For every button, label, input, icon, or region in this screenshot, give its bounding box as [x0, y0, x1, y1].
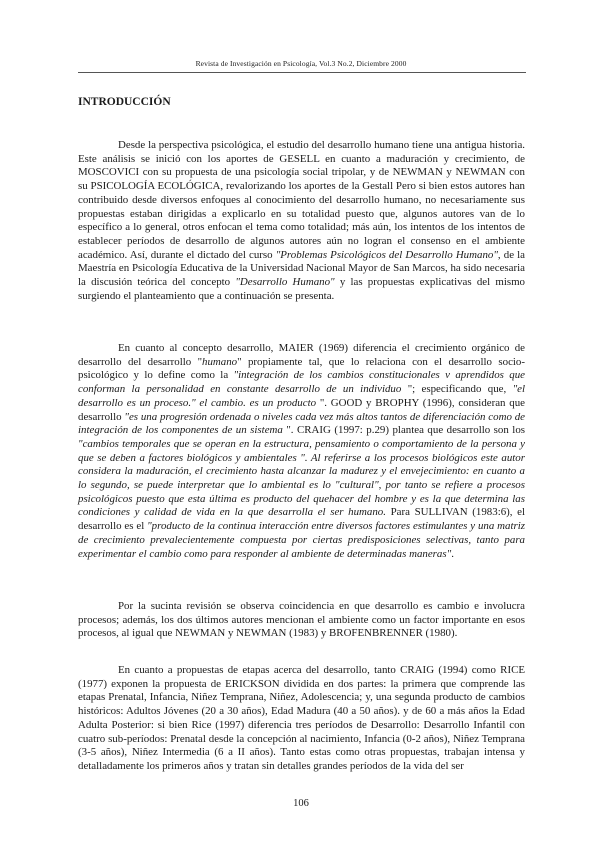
- p2-italic-2: "integración de los cambios constitucionales v aprendidos que conforman la personalidad en constante desarrollo de un individuo: [78, 369, 525, 396]
- p2-italic-6: "producto de la continua interacción entre diversos factores estimulantes y una matriz de crecimiento prevalecientemente compuesta por ciertas predisposiciones selectivas, tanto para experimentar el cambio como para responder al ambiente de determinadas maneras": [78, 520, 526, 560]
- paragraph-4: En cuanto a propuestas de etapas acerca del desarrollo, tanto CRAIG (1994) como RICE (1977) exponen la propuesta de ERICKSON dividida en dos partes: la primera que comprende las etapas Prenatal, Infancia, Niñez Temprana, Niñez, Adolescencia; y, una segunda producto de cambios históricos: Adultos Jóvenes (20 a 30 años), Edad Madura (40 a 50 años). y de 60 a más años la Edad Adulta Posterior: si bien Rice (1997) diferencia tres períodos de Desarrollo: Desarrollo Infantil con cuatro sub-períodos: Prenatal desde la concepción al nacimiento, Infancia (0-2 años), Niñez Temprana (3-5 años), Niñez Intermedia (6 a II años). Tanto estas como otras propuestas, trabajan intensa y detalladamente los primeros años y tratan sin detalles grandes períodos de la vida del ser: [78, 664, 525, 772]
- p2-text-3: "; especificando que,: [401, 383, 513, 396]
- section-title: INTRODUCCIÓN: [78, 96, 171, 108]
- p2-text-7: .: [451, 547, 454, 560]
- p2-italic-3: "el desarrollo es un proceso." el cambio. es un producto: [78, 383, 525, 409]
- p1-text-2: , de la Maestría en Psicología Educativa de la Universidad Nacional Mayor de San Marcos, ha sido necesaria la discusión teórica del concepto: [78, 248, 525, 289]
- p2-text-6: Para SULLIVAN (1983:6), el desarrollo es el: [78, 506, 526, 533]
- p1-text-1: Desde la perspectiva psicológica, el estudio del desarrollo humano tiene una antigua historia. Este análisis se inició con los aportes de GESELL en cuanto a maduración y crecimiento, de MOSCOVICI con su propuesta de una psicología social tripolar, y de NEWMAN y NEWMAN con su PSICOLOGÍA ECOLÓGICA, revalorizando los aportes de la Gestall Pero si bien estos autores han contribuido desde diversos enfoques al conocimiento del desarrollo humano, no necesariamente sus propuestas estaban dirigidas a explicarlo en su totalidad puesto que, algunos autores van de lo específico a lo general, otros enfocan el tema como totalidad; más aún, los intentos de los intentos de establecer períodos de desarrollo de algunos autores aún no logran el consenso en el ambiente académico. Así, durante el dictado del curso: [78, 139, 525, 261]
- p2-italic-1: humano: [202, 355, 238, 368]
- p1-italic-2: "Desarrollo Humano": [235, 276, 335, 289]
- paragraph-1: [78, 139, 525, 303]
- p1-text-3: y las propuestas explicativas del mismo surgiendo el planteamiento que a continuación se presenta.: [78, 276, 525, 302]
- p2-italic-5: "cambios temporales que se operan en la estructura, pensamiento o comportamiento de la persona y que se deben a factores biológicos y ambientales ". Al referirse a los procesos biológicos este autor considera la maduración, el crecimiento hasta alcanzar la madurez y el envejecimiento: en cuanto a lo segundo, se puede interpretar que lo ambiental es lo "cultural", por tanto se refiere a procesos psicológicos puesto que esta última es producto del quehacer del hombre y es la que determina las condiciones y calidad de vida en la que desarrolla el ser humano.: [78, 437, 525, 519]
- running-header: Revista de Investigación en Psicología, Vol.3 No.2, Diciembre 2000: [195, 59, 407, 68]
- header-rule: [78, 72, 526, 73]
- p1-italic-1: "Problemas Psicológicos del Desarrollo Humano": [275, 248, 498, 261]
- p2-text-2: " propiamente tal, que lo relaciona con el desarrollo socio-psicológico y lo define como la: [78, 355, 525, 382]
- paragraph-2: [78, 342, 525, 561]
- p2-text-5: ". CRAIG (1997: p.29) plantea que desarrollo son los: [282, 424, 526, 437]
- p2-italic-4: "es una progresión ordenada o niveles cada vez más altos tantos de diferenciación como de integración de los componentes de un sistema: [78, 410, 525, 437]
- p2-text-4: ". GOOD y BROPHY (1996), consideran que desarrollo: [78, 396, 526, 423]
- paragraph-3: Por la sucinta revisión se observa coincidencia en que desarrollo es cambio e involucra procesos; además, los dos últimos autores mencionan el ambiente como un factor importante en esos procesos, al igual que NEWMAN y NEWMAN (1983) y BROFENBRENNER (1980).: [78, 600, 525, 640]
- p2-text-1: En cuanto al concepto desarrollo, MAIER (1969) diferencia el crecimiento orgánico de desarrollo del desarrollo ": [78, 342, 525, 368]
- page-number: 106: [293, 798, 309, 809]
